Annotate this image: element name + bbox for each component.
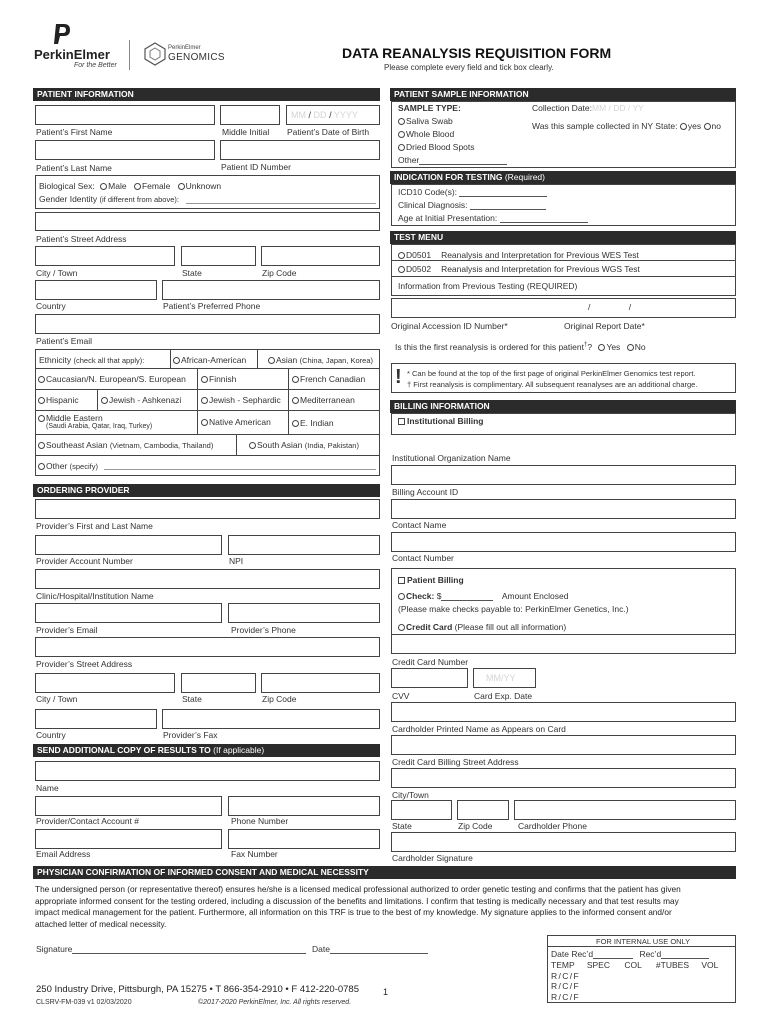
eth-seasian-note: (Vietnam, Cambodia, Thailand) (109, 441, 214, 450)
eth-finnish-label: Finnish (209, 374, 237, 384)
patient-city-label: City / Town (36, 268, 78, 278)
cc-city-field[interactable] (391, 768, 736, 788)
dried-blood[interactable] (398, 142, 475, 152)
first-yes-radio[interactable] (598, 344, 605, 351)
sub-brand: GENOMICS (168, 52, 225, 63)
provider-state-field[interactable] (181, 673, 256, 693)
eth-med[interactable] (292, 395, 355, 405)
patient-billing-checkbox[interactable] (398, 577, 405, 584)
eth-other-label: Other (46, 461, 68, 471)
male-radio[interactable] (100, 183, 107, 190)
header-divider (129, 40, 130, 70)
exclamation-icon: ! (395, 366, 402, 388)
test-item-1-radio[interactable] (398, 266, 405, 273)
provider-account-field[interactable] (35, 535, 222, 555)
eth-ashkenazi[interactable] (101, 395, 181, 405)
eth-caucasian-radio[interactable] (38, 376, 45, 383)
cc-signature-field[interactable] (391, 832, 736, 852)
eth-hispanic-radio[interactable] (38, 397, 45, 404)
eth-sephardic-label: Jewish - Sephardic (209, 395, 281, 405)
cc-state-field[interactable] (391, 800, 452, 820)
eth-mideast[interactable] (38, 413, 103, 423)
eth-eindian-label: E. Indian (300, 418, 334, 428)
internal-date-line[interactable] (593, 950, 633, 959)
middle-initial-field[interactable] (220, 105, 280, 125)
provider-email-label: Provider’s Email (36, 625, 98, 635)
gender-input-line[interactable] (186, 203, 376, 204)
eth-hispanic-label: Hispanic (46, 395, 79, 405)
provider-fax-label: Provider’s Fax (163, 730, 218, 740)
gender-label: Gender Identity (39, 194, 98, 204)
cc-signature-label: Cardholder Signature (392, 853, 473, 863)
provider-phone-label: Provider’s Phone (231, 625, 296, 635)
patient-street-field[interactable] (35, 212, 380, 231)
test-item-0[interactable] (398, 250, 639, 260)
billing-header: BILLING INFORMATION (390, 400, 736, 413)
internal-date-label: Date Rec’d (551, 949, 594, 959)
dob-field[interactable]: MM / DD / YYYY (286, 105, 380, 125)
check-radio[interactable] (398, 593, 405, 600)
org-name-field[interactable] (391, 465, 736, 485)
sample-other (398, 155, 507, 165)
eth-seasian-radio[interactable] (38, 442, 45, 449)
cvv-label: CVV (392, 691, 410, 701)
eth-native-label: Native American (209, 417, 271, 427)
orig-accession-label: Original Accession ID Number* (391, 321, 508, 331)
test-item-0-code: D0501 (406, 250, 432, 260)
internal-recd-label: Rec’d (639, 949, 662, 959)
eth-french[interactable] (292, 374, 365, 384)
eth-med-radio[interactable] (292, 397, 299, 404)
npi-field[interactable] (228, 535, 380, 555)
copy-account-label: Provider/Contact Account # (36, 816, 140, 826)
contact-number-label: Contact Number (392, 553, 454, 563)
provider-street-label: Provider’s Street Address (36, 659, 133, 669)
eth-other-input-line[interactable] (104, 469, 376, 470)
sample-info-header: PATIENT SAMPLE INFORMATION (390, 88, 736, 101)
eth-eindian[interactable] (292, 418, 334, 428)
check-amount-line[interactable] (441, 592, 493, 601)
age-label: Age at Initial Presentation: (398, 213, 498, 223)
sample-other-label: Other (398, 155, 420, 165)
orig-accession-field[interactable] (391, 298, 736, 318)
cc-phone-field[interactable] (514, 800, 736, 820)
patient-id-field[interactable] (220, 140, 380, 160)
consent-signature (36, 944, 306, 954)
internal-date-row (551, 949, 709, 959)
consent-header: PHYSICIAN CONFIRMATION OF INFORMED CONSENT AND MEDICAL NECESSITY (33, 866, 736, 879)
consent-date (312, 944, 428, 954)
sample-other-line[interactable] (419, 156, 507, 165)
last-name-label: Patient’s Last Name (36, 163, 112, 173)
provider-email-field[interactable] (35, 603, 222, 623)
patient-phone-label: Patient’s Preferred Phone (163, 301, 261, 311)
patient-zip-label: Zip Code (262, 268, 297, 278)
eth-mideast-label: Middle Eastern (46, 413, 103, 423)
eth-seasian-label: Southeast Asian (46, 440, 108, 450)
sub-brand-top: PerkinElmer (168, 45, 201, 51)
whole-blood-label: Whole Blood (406, 129, 455, 139)
eth-divider-4 (35, 434, 380, 435)
patient-city-field[interactable] (35, 246, 175, 266)
first-question-end: ? (587, 342, 593, 352)
eth-asian-radio[interactable] (268, 357, 275, 364)
unknown-radio[interactable] (178, 183, 185, 190)
credit-card-row (398, 622, 566, 632)
copy-name-field[interactable] (35, 761, 380, 781)
patient-zip-field[interactable] (261, 246, 380, 266)
internal-spec: SPEC (586, 960, 610, 970)
first-question-sup: † (583, 342, 588, 349)
cc-zip-label: Zip Code (458, 821, 493, 831)
copy-name-label: Name (36, 783, 59, 793)
patient-country-label: Country (36, 301, 66, 311)
test-menu-divider (391, 260, 736, 261)
provider-city-label: City / Town (36, 694, 78, 704)
eth-vline-5 (97, 389, 98, 410)
cardholder-name-field[interactable] (391, 702, 736, 722)
footer-copyright: ©2017-2020 PerkinElmer, Inc. All rights reserved. (198, 999, 352, 1006)
internal-col: COL (624, 960, 642, 970)
consent-line-2: appropriate informed consent for the testing ordered, including a discussion of the benefits and limitations. I confirm that testing is medically necessary and that test results may (35, 896, 679, 906)
internal-cols-row (551, 960, 718, 970)
eth-seasian[interactable] (38, 440, 213, 450)
first-reanalysis (395, 342, 646, 352)
female-label: Female (141, 181, 171, 191)
internal-temp: TEMP (551, 960, 575, 970)
collection-date-placeholder[interactable]: MM / DD / YY (592, 103, 644, 113)
first-name-field[interactable] (35, 105, 215, 125)
eth-african-radio[interactable] (173, 357, 180, 364)
eth-sephardic-radio[interactable] (201, 397, 208, 404)
billing-account-label: Billing Account ID (392, 487, 459, 497)
send-copy-note: (If applicable) (213, 745, 265, 755)
internal-tubes: #TUBES (655, 960, 689, 970)
middle-initial-label: Middle Initial (222, 127, 270, 137)
clinic-label: Clinic/Hospital/Institution Name (36, 591, 154, 601)
eth-sephardic[interactable] (201, 395, 281, 405)
collection-date-label: Collection Date: (532, 103, 593, 113)
diagnosis (398, 200, 546, 210)
patient-phone-field[interactable] (162, 280, 380, 300)
whole-blood-radio[interactable] (398, 131, 405, 138)
internal-vol: VOL (701, 960, 719, 970)
cc-street-label: Credit Card Billing Street Address (392, 757, 519, 767)
unknown-label: Unknown (185, 181, 222, 191)
eth-divider-2 (35, 389, 380, 390)
npi-label: NPI (229, 556, 244, 566)
eth-african[interactable] (173, 355, 246, 365)
age-line[interactable] (500, 214, 588, 223)
orig-report-date-placeholder: / / (588, 302, 650, 312)
indication-note: (Required) (504, 172, 545, 182)
eth-african-label: African-American (181, 355, 247, 365)
cc-zip-field[interactable] (457, 800, 509, 820)
consent-line-3: impact medical management for the patient. Furthermore, all information on this TRF is true to the best of my knowledge. My signature applies to the informed consent and/or (35, 907, 672, 917)
billing-account-field[interactable] (391, 499, 736, 519)
female-radio[interactable] (134, 183, 141, 190)
consent-line-4: attached letter of medical necessity. (35, 919, 167, 929)
payable-note: (Please make checks payable to: PerkinElmer Genetics, Inc.) (398, 604, 629, 614)
ny-question (532, 121, 721, 131)
eth-asian-note: (China, Japan, Korea) (299, 356, 374, 365)
eth-vline-2 (257, 349, 258, 369)
provider-name-label: Provider’s First and Last Name (36, 521, 153, 531)
org-name-label: Institutional Organization Name (392, 453, 511, 463)
eth-ashkenazi-radio[interactable] (101, 397, 108, 404)
cc-state-label: State (392, 821, 412, 831)
eth-sasian[interactable] (249, 440, 359, 450)
internal-recd-line[interactable] (661, 950, 709, 959)
check-dollar: $ (436, 591, 442, 601)
first-no-label: No (634, 342, 646, 352)
patient-info-header: PATIENT INFORMATION (33, 88, 380, 101)
eth-vline-1 (170, 349, 171, 369)
icd10-label: ICD10 Code(s): (398, 187, 458, 197)
eth-divider-3 (35, 410, 380, 411)
indication-title: INDICATION FOR TESTING (394, 172, 503, 182)
ny-yes-label: yes (687, 121, 702, 131)
institutional-billing[interactable] (398, 416, 484, 426)
bio-sex-label: Biological Sex: (39, 181, 95, 191)
prev-info-label: Information from Previous Testing (REQUIRED) (398, 281, 578, 291)
provider-name-field[interactable] (35, 499, 380, 519)
exp-label: Card Exp. Date (474, 691, 533, 701)
consent-date-label: Date (312, 944, 330, 954)
provider-city-field[interactable] (35, 673, 175, 693)
first-name-label: Patient’s First Name (36, 127, 113, 137)
brand-name: PerkinElmer (34, 47, 110, 62)
last-name-field[interactable] (35, 140, 215, 160)
copy-email-field[interactable] (35, 829, 222, 849)
copy-phone-field[interactable] (228, 796, 380, 816)
patient-id-label: Patient ID Number (221, 162, 291, 172)
indication-header (390, 171, 736, 184)
provider-state-label: State (182, 694, 202, 704)
cc-number-field[interactable] (391, 634, 736, 654)
ethnicity-row-label (39, 355, 144, 365)
credit-card-radio[interactable] (398, 624, 405, 631)
consent-date-line[interactable] (330, 945, 428, 954)
cc-street-field[interactable] (391, 735, 736, 755)
saliva-label: Saliva Swab (406, 116, 453, 126)
note-1: * Can be found at the top of the first page of original PerkinElmer Genomics test report. (407, 369, 696, 378)
dob-label: Patient’s Date of Birth (287, 127, 370, 137)
collection-date (532, 103, 644, 113)
internal-rcf-2: R / C / F (551, 981, 579, 991)
first-no-radio[interactable] (627, 344, 634, 351)
internal-rcf-3: R / C / F (551, 992, 579, 1002)
copy-fax-label: Fax Number (231, 849, 278, 859)
eth-ashkenazi-label: Jewish - Ashkenazi (109, 395, 182, 405)
credit-card-label: Credit Card (406, 622, 453, 632)
form-title: DATA REANALYSIS REQUISITION FORM (342, 45, 612, 61)
diagnosis-line[interactable] (470, 201, 546, 210)
patient-email-field[interactable] (35, 314, 380, 334)
eth-vline-4 (288, 368, 289, 434)
saliva[interactable] (398, 116, 453, 126)
copy-fax-field[interactable] (228, 829, 380, 849)
eth-divider-1 (35, 368, 380, 369)
eth-vline-6 (236, 434, 237, 455)
eth-finnish-radio[interactable] (201, 376, 208, 383)
test-menu-header: TEST MENU (390, 231, 736, 244)
eth-native[interactable] (201, 417, 271, 427)
eth-other-note: (specify) (69, 462, 98, 471)
eth-asian-label: Asian (276, 355, 298, 365)
eth-divider-5 (35, 455, 380, 456)
eth-med-label: Mediterranean (300, 395, 355, 405)
exp-field[interactable] (473, 668, 536, 688)
provider-country-label: Country (36, 730, 66, 740)
whole-blood[interactable] (398, 129, 454, 139)
provider-street-field[interactable] (35, 637, 380, 657)
bio-sex-row (39, 181, 221, 191)
consent-line-1: The undersigned person (or representative thereof) ensures he/she is a licensed medical professional authorized to order genetic testing and confirms that the patient has given (35, 884, 681, 894)
patient-state-field[interactable] (181, 246, 256, 266)
patient-email-label: Patient’s Email (36, 336, 93, 346)
test-item-0-desc: Reanalysis and Interpretation for Previous WES Test (441, 250, 639, 260)
ny-yes-radio[interactable] (680, 123, 687, 130)
eth-finnish[interactable] (201, 374, 236, 384)
orig-report-date-label: Original Report Date* (564, 321, 645, 331)
eth-french-radio[interactable] (292, 376, 299, 383)
test-item-0-radio[interactable] (398, 252, 405, 259)
provider-fax-field[interactable] (162, 709, 380, 729)
ny-no-label: no (711, 121, 721, 131)
cc-phone-label: Cardholder Phone (518, 821, 587, 831)
footer-page-number: 1 (383, 987, 389, 997)
eth-sasian-radio[interactable] (249, 442, 256, 449)
exp-placeholder: MM/YY (486, 673, 516, 683)
first-question-label: Is this the first reanalysis is ordered for this patient (395, 342, 584, 352)
male-label: Male (108, 181, 127, 191)
brand-tagline: For the Better (74, 62, 117, 69)
ordering-provider-header: ORDERING PROVIDER (33, 484, 380, 497)
sample-type-label: SAMPLE TYPE: (398, 103, 461, 113)
copy-email-label: Email Address (36, 849, 91, 859)
eth-sasian-label: South Asian (257, 440, 303, 450)
patient-billing[interactable] (398, 575, 464, 585)
eth-french-label: French Canadian (300, 374, 366, 384)
cc-number-label: Credit Card Number (392, 657, 469, 667)
age-presentation (398, 213, 588, 223)
eth-caucasian-label: Caucasian/N. European/S. European (46, 374, 186, 384)
eth-eindian-radio[interactable] (292, 420, 299, 427)
patient-state-label: State (182, 268, 202, 278)
gender-row (39, 194, 179, 204)
provider-zip-field[interactable] (261, 673, 380, 693)
internal-heading: FOR INTERNAL USE ONLY (596, 937, 691, 946)
patient-billing-label: Patient Billing (407, 575, 464, 585)
provider-zip-label: Zip Code (262, 694, 297, 704)
form-subtitle: Please complete every field and tick box clearly. (384, 63, 554, 72)
clinic-field[interactable] (35, 569, 380, 589)
institutional-label: Institutional Billing (407, 416, 484, 426)
gender-note: (if different from above): (99, 195, 179, 204)
send-copy-title: SEND ADDITIONAL COPY OF RESULTS TO (37, 745, 211, 755)
contact-name-field[interactable] (391, 532, 736, 552)
eth-hispanic[interactable] (38, 395, 79, 405)
provider-phone-field[interactable] (228, 603, 380, 623)
saliva-radio[interactable] (398, 118, 405, 125)
copy-phone-label: Phone Number (231, 816, 289, 826)
first-yes-label: Yes (606, 342, 621, 352)
test-item-1-desc: Reanalysis and Interpretation for Previous WGS Test (441, 264, 640, 274)
patient-street-label: Patient’s Street Address (36, 234, 127, 244)
eth-mideast-note: (Saudi Arabia, Qatar, Iraq, Turkey) (46, 423, 153, 430)
perkinelmer-logo-icon (50, 22, 72, 46)
dried-blood-label: Dried Blood Spots (406, 142, 475, 152)
credit-card-note: (Please fill out all information) (454, 622, 567, 632)
cvv-field[interactable] (391, 668, 468, 688)
genomics-logo-icon (144, 42, 166, 66)
institutional-checkbox[interactable] (398, 418, 405, 425)
eth-sasian-note: (India, Pakistan) (304, 441, 359, 450)
diagnosis-label: Clinical Diagnosis: (398, 200, 468, 210)
ny-question-label: Was this sample collected in NY State: (532, 121, 678, 131)
test-item-1-code: D0502 (406, 264, 432, 274)
footer-form-id: CLSRV-FM-039 v1 02/03/2020 (36, 999, 132, 1006)
note-2: † First reanalysis is complimentary. All subsequent reanalyses are an additional charge. (407, 380, 698, 389)
ethnicity-note: (check all that apply): (73, 356, 145, 365)
eth-vline-3 (197, 368, 198, 434)
footer-address: 250 Industry Drive, Pittsburgh, PA 15275 • T 866-354-2910 • F 412-220-0785 (36, 984, 359, 995)
eth-native-radio[interactable] (201, 419, 208, 426)
copy-account-field[interactable] (35, 796, 222, 816)
dried-blood-radio[interactable] (398, 144, 405, 151)
send-copy-header (33, 744, 380, 757)
consent-signature-line[interactable] (72, 945, 306, 954)
ny-no-radio[interactable] (704, 123, 711, 130)
check-row (398, 591, 568, 601)
eth-asian[interactable] (268, 355, 373, 365)
cardholder-name-label: Cardholder Printed Name as Appears on Card (392, 724, 566, 734)
eth-other[interactable] (38, 461, 98, 471)
check-label: Check: (406, 591, 435, 601)
internal-rcf-1: R / C / F (551, 971, 579, 981)
eth-other-radio[interactable] (38, 463, 45, 470)
provider-account-label: Provider Account Number (36, 556, 133, 566)
provider-country-field[interactable] (35, 709, 157, 729)
cc-city-label: City/Town (392, 790, 429, 800)
ethnicity-label: Ethnicity (39, 355, 72, 365)
internal-divider (547, 946, 736, 947)
eth-caucasian[interactable] (38, 374, 186, 384)
eth-mideast-radio[interactable] (38, 415, 45, 422)
contact-name-label: Contact Name (392, 520, 447, 530)
icd10-line[interactable] (459, 188, 547, 197)
patient-country-field[interactable] (35, 280, 157, 300)
amount-label: Amount Enclosed (501, 591, 569, 601)
test-item-1[interactable] (398, 264, 640, 274)
consent-signature-label: Signature (36, 944, 73, 954)
icd10 (398, 187, 547, 197)
